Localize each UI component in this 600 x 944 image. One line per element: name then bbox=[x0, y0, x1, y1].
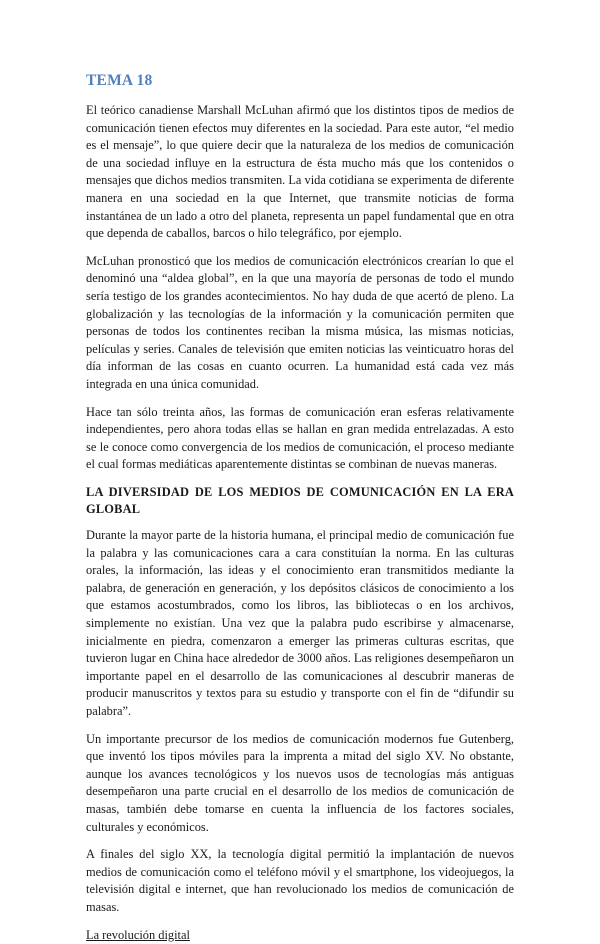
paragraph-oral-cultures: Durante la mayor parte de la historia humana, el principal medio de comunicación fue la palabra y las comunicaciones cara a cara constituían la norma. En las culturas orales, la información, las ideas y el conocimiento eran transmitidos mediante la palabra, de generación en generación, y los depósitos clásicos de conocimiento a los que estamos acostumbrados, como los libros, las bibliotecas o en los archivos, simplemente no existían. Una vez que la palabra pudo escribirse y almacenarse, inicialmente en piedra, comenzaron a emerger las primeras culturas escritas, que tuvieron lugar en China hace alrededor de 3000 años. Las religiones desempeñaron un importante papel en el desarrollo de las comunicaciones al descubrir maneras de producir manuscritos y textos para su estudio y transporte con el fin de “difundir su palabra”. bbox=[86, 528, 514, 718]
paragraph-media-convergence: Hace tan sólo treinta años, las formas de comunicación eran esferas relativamente independientes, pero ahora todas ellas se hallan en gran medida entrelazadas. A esto se le conoce como convergencia de los medios de comunicación, el proceso mediante el cual formas mediáticas aparentemente distintas se combinan de nuevas maneras. bbox=[86, 404, 514, 472]
subheading-digital-revolution: La revolución digital bbox=[86, 927, 190, 942]
paragraph-mcluhan-medium: El teórico canadiense Marshall McLuhan afirmó que los distintos tipos de medios de comunicación tienen efectos muy diferentes en la sociedad. Para este autor, “el medio es el mensaje”, lo que quiere decir que la naturaleza de los medios de comunicación de una sociedad influye en la estructura de ésta mucho más que los contenidos o mensajes que dichos medios transmiten. La vida cotidiana se experimenta de diferente manera en una sociedad en la que Internet, que transmite noticias de forma instantánea de un lado a otro del planeta, representa un papel fundamental que en otra que dependa de caballos, barcos o hilo telegráfico, por ejemplo. bbox=[86, 103, 515, 241]
document-page bbox=[86, 72, 514, 944]
paragraph-digital-technology: A finales del siglo XX, la tecnología digital permitió la implantación de nuevos medios de comunicación como el teléfono móvil y el smartphone, los videojuegos, la televisión digital e internet, que han revolucionado los medios de comunicación de masas. bbox=[86, 847, 514, 914]
paragraph-gutenberg: Un importante precursor de los medios de comunicación modernos fue Gutenberg, que inventó los tipos móviles para la imprenta a mitad del siglo XV. No obstante, aunque los avances tecnológicos y los nuevos usos de tecnologías más antiguas desempeñaron una parte crucial en el desarrollo de los medios de comunicación de masas, también debe tomarse en cuenta la influencia de los factores sociales, culturales y económicos. bbox=[86, 731, 514, 834]
section-heading: LA DIVERSIDAD DE LOS MEDIOS DE COMUNICACIÓN EN LA ERA GLOBAL bbox=[86, 484, 514, 517]
paragraph-global-village: McLuhan pronosticó que los medios de comunicación electrónicos crearían lo que el denominó una “aldea global”, en la que una mayoría de personas de todo el mundo sería testigo de los grandes acontecimientos. No hay duda de que acertó de pleno. La globalización y las tecnologías de la información y la comunicación permiten que personas de todos los continentes reciban la misma música, las mismas noticias, películas y series. Canales de televisión que emiten noticias las veinticuatro horas del día informan de las cosas en cuanto ocurren. La humanidad está cada vez más integrada en una única comunidad. bbox=[86, 253, 514, 391]
tema-title: TEMA 18 bbox=[86, 72, 153, 89]
